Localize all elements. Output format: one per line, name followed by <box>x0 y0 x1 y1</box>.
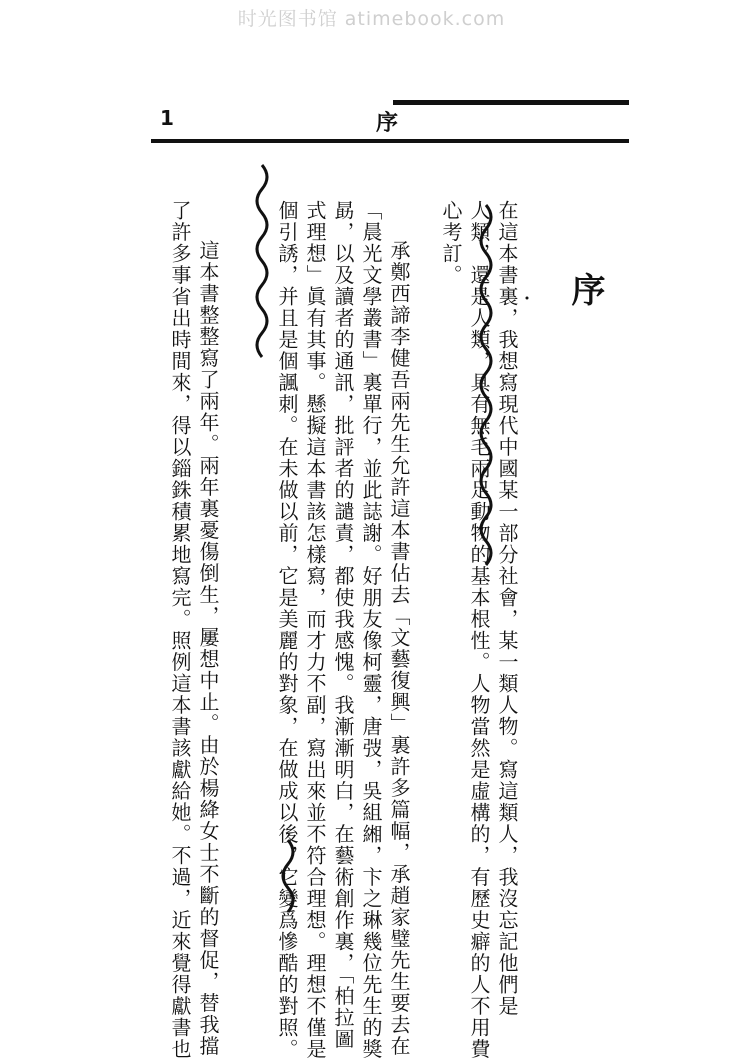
text-column: 人類，還是人類，具有無毛兩足動物的基本根性。人物當然是虛構的，有歷史癖的人不用費 <box>467 200 491 1060</box>
wavy-underline-mark <box>283 840 293 912</box>
page-number: 1 <box>160 106 174 130</box>
text-column: 這本書整整寫了兩年。兩年裏憂傷倒生，屢想中止。由於楊絳女士不斷的督促，替我擋 <box>196 240 220 1057</box>
text-column: 個引誘，并且是個諷刺。在未做以前，它是美麗的對象，在做成以後，它變爲慘酷的對照。 <box>275 200 299 1060</box>
text-column: 承鄭西諦李健吾兩先生允許這本書佔去「文藝復興」裏許多篇幅，承趙家璧先生要去在 <box>387 240 411 1057</box>
watermark: 时光图书馆 atimebook.com <box>237 8 506 30</box>
text-column: 式理想」眞有其事。懸擬這本書該怎樣寫，而才力不副，寫出來並不符合理想。理想不僅是 <box>303 200 327 1060</box>
text-column: 了許多事省出時間來，得以錙銖積累地寫完。照例這本書該獻給她。不過，近來覺得獻書也 <box>168 200 192 1060</box>
ink-dot <box>526 297 529 300</box>
chapter-title: 序 <box>565 272 605 306</box>
wavy-underline-mark <box>481 205 491 565</box>
text-column: 「晨光文學叢書」裏單行，並此誌謝。好朋友像柯靈，唐弢，吳組緗，卞之琳幾位先生的獎 <box>359 200 383 1060</box>
wavy-underline-mark <box>257 165 267 357</box>
text-column: 心考訂。 <box>439 200 463 286</box>
running-head: 序 <box>376 110 399 136</box>
text-column: 勗，以及讀者的通訊，批評者的譴責，都使我感愧。我漸漸明白，在藝術創作裏，「柏拉圖 <box>331 200 355 1050</box>
text-column: 在這本書裏，我想寫現代中國某一部分社會，某一類人物。寫這類人，我沒忘記他們是 <box>495 200 519 1017</box>
